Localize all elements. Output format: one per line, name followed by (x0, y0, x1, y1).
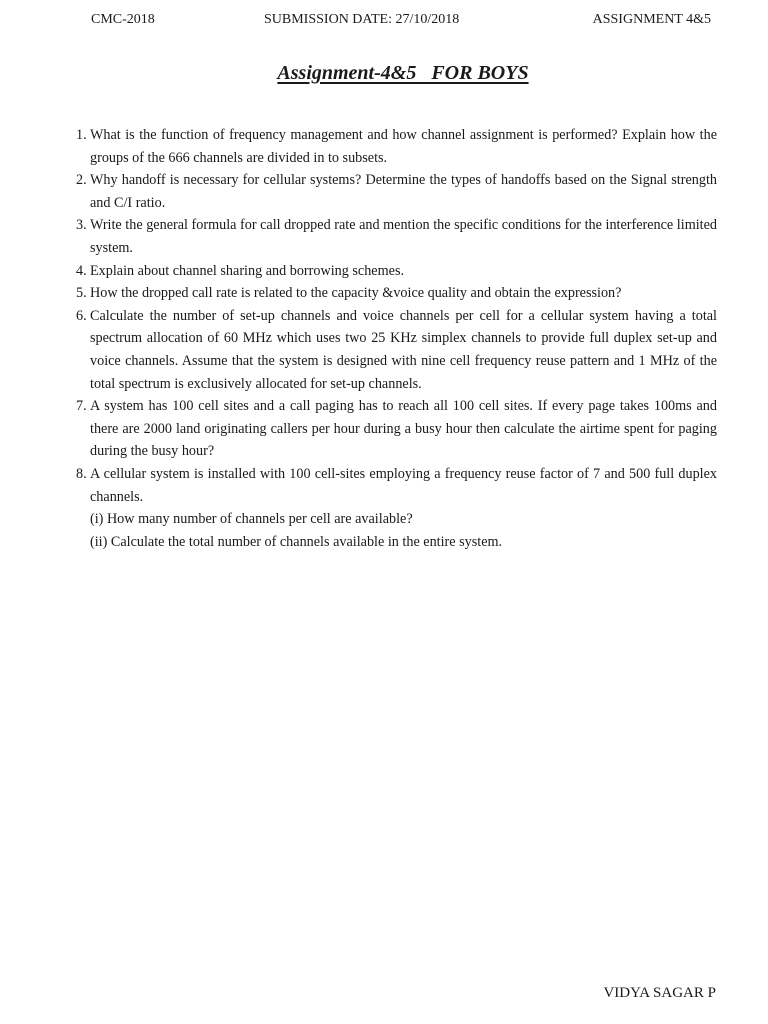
question-number: 7. (76, 398, 87, 415)
question-text: Calculate the number of set-up channels and voice channels per cell for a cellular system having a total spectrum allocation of 60 MHz which uses two 25 KHz simplex channels to provide full duplex set-up and voice channels. Assume that the system is designed with nine cell frequency reuse pattern and 1 MHz of the total spectrum is exclusively allocated for set-up channels. (90, 307, 717, 392)
question-number: 5. (76, 285, 87, 302)
question-number: 8. (76, 465, 87, 482)
question-number: 4. (76, 262, 87, 279)
course-code: CMC-2018 (91, 12, 155, 27)
question-8-subpart-i: (i) How many number of channels per cell are available? (90, 511, 413, 528)
question-number: 3. (76, 217, 87, 234)
question-8 (72, 463, 717, 508)
question-list (72, 124, 717, 553)
question-text: A system has 100 cell sites and a call paging has to reach all 100 cell sites. If every page takes 100ms and there are 2000 land originating callers per hour during a busy hour then calculate the airtime spent for paging during the busy hour? (90, 398, 717, 460)
question-number: 6. (76, 307, 87, 324)
question-text: Why handoff is necessary for cellular systems? Determine the types of handoffs based on the Signal strength and C/I ratio. (90, 172, 717, 211)
question-5 (72, 282, 717, 305)
question-8-subpart-ii: (ii) Calculate the total number of channels available in the entire system. (90, 533, 503, 550)
question-text: How the dropped call rate is related to the capacity &voice quality and obtain the expression? (90, 285, 622, 302)
document-title (0, 62, 768, 85)
question-number: 2. (76, 172, 87, 189)
question-2 (72, 169, 717, 214)
question-3 (72, 214, 717, 259)
question-6 (72, 305, 717, 395)
submission-date: SUBMISSION DATE: 27/10/2018 (264, 12, 460, 27)
question-text: What is the function of frequency management and how channel assignment is performed? Explain how the groups of the 666 channels are divided in to subsets. (90, 127, 717, 166)
question-text: Explain about channel sharing and borrowing schemes. (90, 262, 405, 279)
question-1 (72, 124, 717, 169)
document-title-text: Assignment-4&5 FOR BOYS (277, 62, 529, 84)
assignment-label: ASSIGNMENT 4&5 (592, 12, 711, 27)
page-header (0, 12, 768, 32)
question-number: 1. (76, 127, 87, 143)
question-7 (72, 395, 717, 463)
question-text: Write the general formula for call dropped rate and mention the specific conditions for the interference limited system. (90, 217, 717, 256)
question-4 (72, 260, 717, 283)
author-name: VIDYA SAGAR P (603, 985, 716, 1001)
question-text: A cellular system is installed with 100 cell-sites employing a frequency reuse factor of 7 and 500 full duplex channels. (90, 465, 717, 505)
